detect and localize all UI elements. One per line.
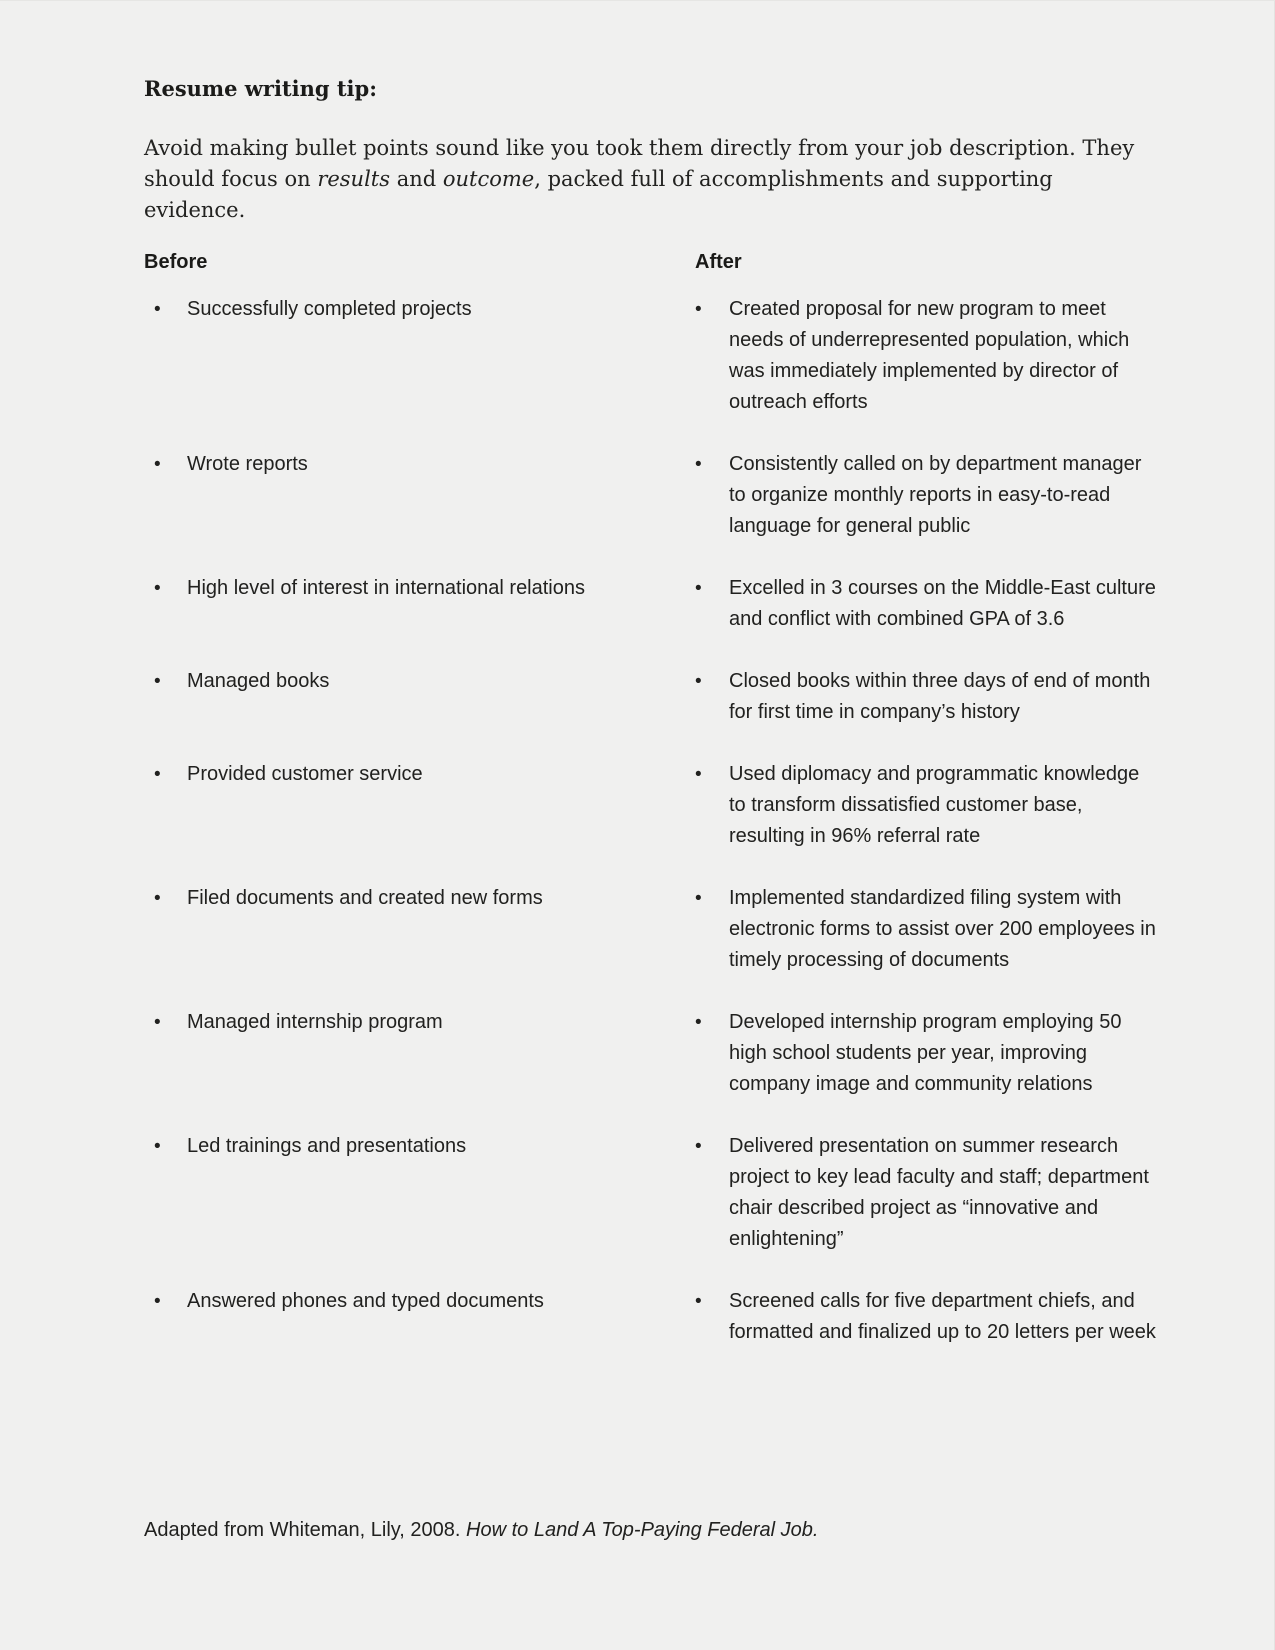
- intro-text-1: Avoid making bullet points sound like you took them directly from your job description. They should focus on: [144, 136, 1135, 191]
- intro-text-2: and: [390, 167, 443, 191]
- after-list-item: [695, 573, 1164, 635]
- after-list-item: [695, 294, 1164, 418]
- comparison-row: [144, 1131, 1164, 1255]
- comparison-row: [144, 759, 1164, 852]
- intro-italic-outcome: outcome: [442, 167, 535, 191]
- before-item-text: Provided customer service: [187, 763, 423, 785]
- before-list-item: [144, 1007, 695, 1038]
- comparison-row: [144, 573, 1164, 635]
- bullet-icon: •: [154, 764, 161, 785]
- after-item-text: Screened calls for five department chiefs, and formatted and finalized up to 20 letters per week: [729, 1290, 1156, 1343]
- before-list-item: [144, 666, 695, 697]
- bullet-icon: •: [154, 1136, 161, 1157]
- bullet-icon: •: [154, 578, 161, 599]
- before-item-text: High level of interest in international relations: [187, 577, 585, 599]
- intro-text-3: , packed full of accomplishments and supporting evidence.: [144, 167, 1053, 222]
- after-item-text: Created proposal for new program to meet needs of underrepresented population, which was immediately implemented by director of outreach efforts: [729, 298, 1130, 413]
- comparison-row: [144, 449, 1164, 542]
- before-column-header: Before: [144, 251, 208, 273]
- comparison-row: [144, 1007, 1164, 1100]
- page-content: [144, 73, 1164, 1379]
- bullet-icon: •: [695, 888, 702, 909]
- before-list-item: [144, 883, 695, 914]
- bullet-icon: •: [154, 888, 161, 909]
- before-list-item: [144, 1286, 695, 1317]
- bullet-icon: •: [154, 454, 161, 475]
- comparison-row: [144, 883, 1164, 976]
- before-item-text: Led trainings and presentations: [187, 1135, 467, 1157]
- bullet-icon: •: [154, 1291, 161, 1312]
- after-item-text: Consistently called on by department manager to organize monthly reports in easy-to-read language for general public: [729, 453, 1142, 537]
- after-list-item: [695, 666, 1164, 728]
- comparison-row: [144, 666, 1164, 728]
- bullet-icon: •: [154, 671, 161, 692]
- after-item-text: Delivered presentation on summer research project to key lead faculty and staff; department chair described project as “innovative and enlightening”: [729, 1135, 1149, 1250]
- after-item-text: Used diplomacy and programmatic knowledge to transform dissatisfied customer base, resulting in 96% referral rate: [729, 763, 1140, 847]
- bullet-icon: •: [695, 299, 702, 320]
- bullet-icon: •: [154, 1012, 161, 1033]
- after-list-item: [695, 449, 1164, 542]
- before-item-text: Filed documents and created new forms: [187, 887, 543, 909]
- bullet-icon: •: [695, 578, 702, 599]
- before-list-item: [144, 449, 695, 480]
- page-title: Resume writing tip:: [144, 76, 377, 101]
- after-item-text: Excelled in 3 courses on the Middle-East culture and conflict with combined GPA of 3.6: [729, 577, 1156, 630]
- after-list-item: [695, 883, 1164, 976]
- bullet-icon: •: [154, 299, 161, 320]
- after-item-text: Developed internship program employing 50 high school students per year, improving company image and community relations: [729, 1011, 1122, 1095]
- after-item-text: Closed books within three days of end of month for first time in company’s history: [729, 670, 1151, 723]
- intro-paragraph: [144, 133, 1156, 226]
- after-list-item: [695, 1131, 1164, 1255]
- before-list-item: [144, 573, 695, 604]
- before-item-text: Wrote reports: [187, 453, 308, 475]
- before-item-text: Successfully completed projects: [187, 298, 472, 320]
- citation-text: Adapted from Whiteman, Lily, 2008.: [144, 1519, 467, 1541]
- bullet-icon: •: [695, 1012, 702, 1033]
- after-column-header: After: [695, 251, 742, 273]
- bullet-icon: •: [695, 454, 702, 475]
- bullet-icon: •: [695, 1136, 702, 1157]
- before-list-item: [144, 294, 695, 325]
- after-list-item: [695, 1007, 1164, 1100]
- before-list-item: [144, 1131, 695, 1162]
- before-item-text: Answered phones and typed documents: [187, 1290, 544, 1312]
- bullet-icon: •: [695, 671, 702, 692]
- before-item-text: Managed internship program: [187, 1011, 443, 1033]
- column-headers: [144, 247, 1164, 278]
- after-list-item: [695, 759, 1164, 852]
- before-item-text: Managed books: [187, 670, 330, 692]
- comparison-row: [144, 294, 1164, 418]
- bullet-icon: •: [695, 764, 702, 785]
- intro-italic-results: results: [317, 167, 391, 191]
- comparison-list: [144, 294, 1164, 1348]
- before-list-item: [144, 759, 695, 790]
- citation-book-title: How to Land A Top-Paying Federal Job.: [466, 1519, 819, 1541]
- bullet-icon: •: [695, 1291, 702, 1312]
- after-item-text: Implemented standardized filing system with electronic forms to assist over 200 employees in timely processing of documents: [729, 887, 1156, 971]
- source-citation: [144, 1515, 818, 1546]
- after-list-item: [695, 1286, 1164, 1348]
- comparison-row: [144, 1286, 1164, 1348]
